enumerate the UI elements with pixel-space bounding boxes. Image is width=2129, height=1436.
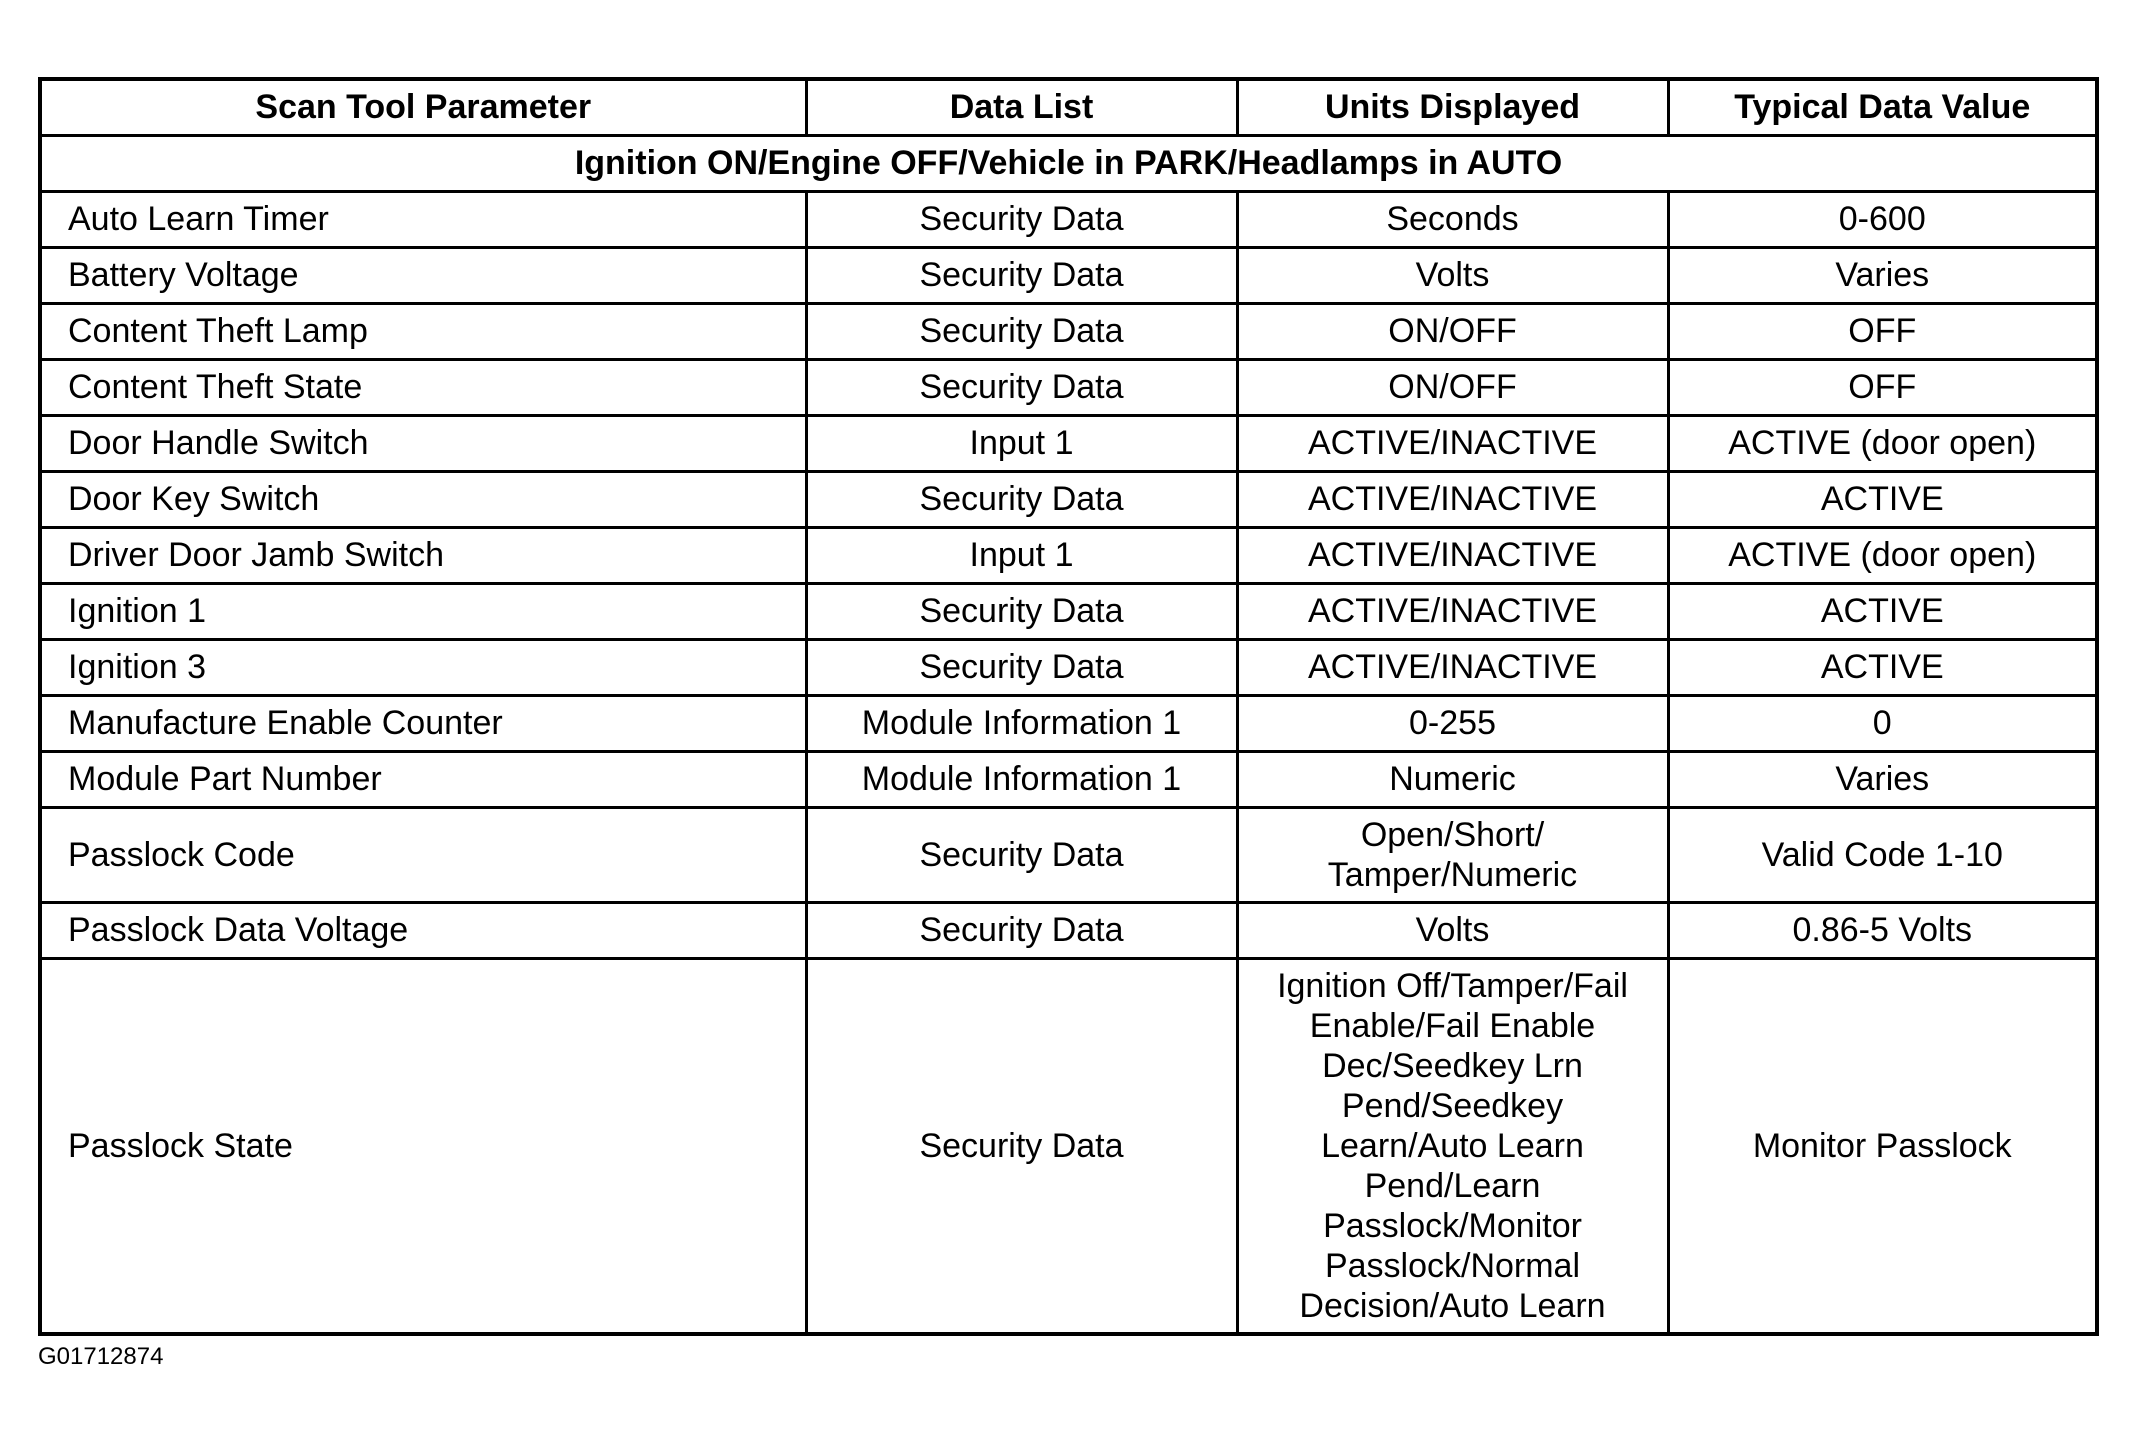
cell-units-displayed	[1237, 695, 1668, 751]
units-line: Decision/Auto Learn	[1299, 1286, 1606, 1325]
cell-units-displayed	[1237, 583, 1668, 639]
cell-units-displayed	[1237, 303, 1668, 359]
cell-data-list: Security Data	[806, 359, 1237, 415]
cell-typical-data-value: ACTIVE (door open)	[1668, 415, 2097, 471]
cell-data-list: Security Data	[806, 639, 1237, 695]
table-row	[40, 902, 2097, 958]
cell-typical-data-value: 0	[1668, 695, 2097, 751]
units-line: ACTIVE/INACTIVE	[1307, 592, 1598, 630]
cell-data-list: Security Data	[806, 807, 1237, 902]
header-row	[40, 79, 2097, 135]
table-row	[40, 695, 2097, 751]
cell-scan-tool-parameter: Driver Door Jamb Switch	[40, 527, 806, 583]
cell-scan-tool-parameter: Door Key Switch	[40, 471, 806, 527]
cell-typical-data-value: ACTIVE	[1668, 639, 2097, 695]
table-row	[40, 958, 2097, 1334]
cell-scan-tool-parameter: Battery Voltage	[40, 247, 806, 303]
header-units-displayed: Units Displayed	[1237, 79, 1668, 135]
cell-scan-tool-parameter: Door Handle Switch	[40, 415, 806, 471]
cell-data-list: Module Information 1	[806, 695, 1237, 751]
cell-scan-tool-parameter: Passlock Data Voltage	[40, 902, 806, 958]
cell-typical-data-value: OFF	[1668, 359, 2097, 415]
cell-data-list: Security Data	[806, 902, 1237, 958]
table-row	[40, 807, 2097, 902]
condition-row	[40, 135, 2097, 191]
cell-data-list: Security Data	[806, 303, 1237, 359]
units-line: Numeric	[1389, 760, 1516, 798]
cell-typical-data-value: ACTIVE (door open)	[1668, 527, 2097, 583]
cell-typical-data-value: 0.86-5 Volts	[1668, 902, 2097, 958]
units-line: Volts	[1415, 256, 1490, 294]
table-row	[40, 583, 2097, 639]
cell-scan-tool-parameter: Content Theft State	[40, 359, 806, 415]
table-row	[40, 751, 2097, 807]
figure-id: G01712874	[38, 1343, 164, 1370]
table-row	[40, 527, 2097, 583]
cell-units-displayed	[1237, 527, 1668, 583]
table-row	[40, 247, 2097, 303]
units-line: Pend/Seedkey	[1341, 1086, 1564, 1125]
units-line: Seconds	[1386, 200, 1519, 238]
cell-units-displayed	[1237, 639, 1668, 695]
units-line: ACTIVE/INACTIVE	[1307, 536, 1598, 574]
table-row	[40, 471, 2097, 527]
cell-typical-data-value: Valid Code 1-10	[1668, 807, 2097, 902]
cell-units-displayed	[1237, 247, 1668, 303]
units-line: Dec/Seedkey Lrn	[1322, 1046, 1583, 1085]
cell-units-displayed	[1237, 958, 1668, 1334]
units-line: Passlock/Normal	[1324, 1246, 1581, 1285]
cell-scan-tool-parameter: Manufacture Enable Counter	[40, 695, 806, 751]
cell-typical-data-value: 0-600	[1668, 191, 2097, 247]
cell-scan-tool-parameter: Passlock State	[40, 958, 806, 1334]
cell-typical-data-value: OFF	[1668, 303, 2097, 359]
units-line: Pend/Learn	[1364, 1166, 1541, 1205]
cell-data-list: Security Data	[806, 583, 1237, 639]
cell-units-displayed	[1237, 807, 1668, 902]
cell-data-list: Security Data	[806, 958, 1237, 1334]
units-line: Open/Short/	[1360, 815, 1545, 854]
cell-units-displayed	[1237, 902, 1668, 958]
units-line: 0-255	[1409, 704, 1496, 742]
scan-tool-data-table	[38, 77, 2099, 1336]
cell-data-list: Input 1	[806, 527, 1237, 583]
cell-typical-data-value: ACTIVE	[1668, 583, 2097, 639]
cell-typical-data-value: Monitor Passlock	[1668, 958, 2097, 1334]
cell-data-list: Module Information 1	[806, 751, 1237, 807]
header-typical-data-value: Typical Data Value	[1668, 79, 2097, 135]
cell-data-list: Security Data	[806, 247, 1237, 303]
table-row	[40, 303, 2097, 359]
cell-scan-tool-parameter: Passlock Code	[40, 807, 806, 902]
condition-label: Ignition ON/Engine OFF/Vehicle in PARK/Headlamps in AUTO	[40, 135, 2097, 191]
table-row	[40, 415, 2097, 471]
units-line: Volts	[1415, 911, 1490, 949]
units-line: ACTIVE/INACTIVE	[1307, 648, 1598, 686]
cell-scan-tool-parameter: Module Part Number	[40, 751, 806, 807]
units-line: ON/OFF	[1388, 312, 1517, 350]
cell-data-list: Input 1	[806, 415, 1237, 471]
cell-scan-tool-parameter: Ignition 3	[40, 639, 806, 695]
units-line: ON/OFF	[1388, 368, 1517, 406]
units-line: Learn/Auto Learn	[1321, 1126, 1584, 1165]
header-data-list: Data List	[806, 79, 1237, 135]
table-body	[40, 135, 2097, 1334]
header-scan-tool-parameter: Scan Tool Parameter	[40, 79, 806, 135]
cell-units-displayed	[1237, 751, 1668, 807]
cell-units-displayed	[1237, 415, 1668, 471]
units-line: Passlock/Monitor	[1323, 1206, 1582, 1245]
cell-units-displayed	[1237, 359, 1668, 415]
cell-typical-data-value: ACTIVE	[1668, 471, 2097, 527]
cell-data-list: Security Data	[806, 471, 1237, 527]
cell-units-displayed	[1237, 191, 1668, 247]
cell-scan-tool-parameter: Content Theft Lamp	[40, 303, 806, 359]
table-row	[40, 359, 2097, 415]
cell-scan-tool-parameter: Ignition 1	[40, 583, 806, 639]
table-row	[40, 639, 2097, 695]
units-line: ACTIVE/INACTIVE	[1307, 424, 1598, 462]
cell-units-displayed	[1237, 471, 1668, 527]
units-line: Ignition Off/Tamper/Fail	[1277, 966, 1628, 1005]
cell-typical-data-value: Varies	[1668, 247, 2097, 303]
cell-scan-tool-parameter: Auto Learn Timer	[40, 191, 806, 247]
units-line: Tamper/Numeric	[1327, 855, 1578, 894]
cell-data-list: Security Data	[806, 191, 1237, 247]
table-row	[40, 191, 2097, 247]
units-line: Enable/Fail Enable	[1309, 1006, 1596, 1045]
units-line: ACTIVE/INACTIVE	[1307, 480, 1598, 518]
cell-typical-data-value: Varies	[1668, 751, 2097, 807]
